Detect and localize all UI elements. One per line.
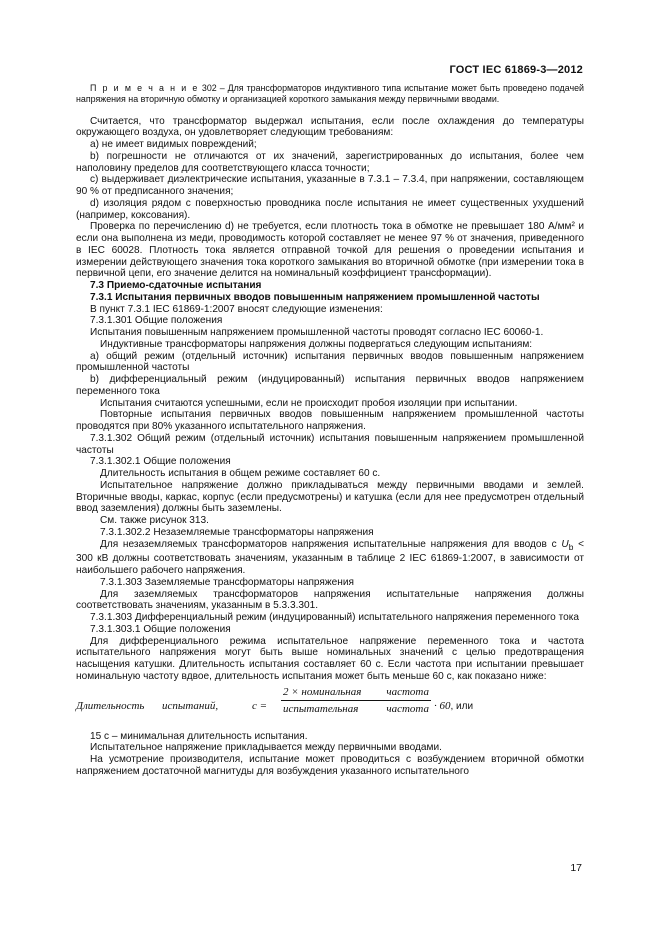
formula-tail xyxy=(434,701,473,713)
page-number: 17 xyxy=(570,862,582,874)
formula-denominator xyxy=(281,701,431,716)
paragraph: Длительность испытания в общем режиме составляет 60 с. xyxy=(100,468,381,480)
document-body xyxy=(76,83,584,778)
voltage-subscript: b xyxy=(568,541,574,552)
paragraph: Для дифференциального режима испытательное напряжение переменного тока и частота испытательного напряжения могут быть выше номинальных значений с целью предотвращения насыщения катушки. Длительность испытания составляет 60 с. Если частота при испытании превышает номинальную частоту вдвое, длительность испытания может быть меньше 60 с, как показано ниже: xyxy=(76,635,584,682)
denominator-right: частота xyxy=(386,703,429,716)
paragraph: Испытания считаются успешными, если не происходит пробоя изоляции при испытании. xyxy=(100,397,518,409)
formula-multiplier: · 60 xyxy=(434,699,451,712)
paragraph: На усмотрение производителя, испытание может проводиться с возбуждением вторичной обмотки напряжением достаточной магнитуды для возбуждения указанного испытательного xyxy=(76,754,584,777)
paragraph: Испытательное напряжение должно прикладываться между первичными вводами и землей. Вторичные вводы, каркас, корпус (если предусмотрены) и катушка (если для нее предусмотрен отдельный ввод заземления) должны быть заземлены. xyxy=(76,479,584,515)
clause-heading: 7.3.1.302.2 Незаземляемые трансформаторы напряжения xyxy=(100,526,374,538)
paragraph: Проверка по перечислению d) не требуется, если плотность тока в обмотке не превышает 180 А/мм² и если она выполнена из меди, проводимость которой составляет не менее 97 % от значения, приведенного в IEC 60028. Плотность тока является отправной точкой для решения о проведении испытания и измерении действующего значения тока короткого замыкания во вторичной обмотке (при измерении тока в первичной цепи, его значение делится на номинальный коэффициент трансформации). xyxy=(76,221,584,280)
paragraph: Испытательное напряжение прикладывается между первичными вводами. xyxy=(90,742,442,754)
list-item: b) дифференциальный режим (индуцированный) испытания первичных вводов напряжением переменного тока xyxy=(76,374,584,397)
denominator-left: испытательная xyxy=(283,703,359,716)
voltage-symbol: U xyxy=(561,538,569,550)
ungrounded-text-pre: Для незаземляемых трансформаторов напряжения испытательные напряжения для вводов с xyxy=(100,538,562,550)
note xyxy=(76,83,584,105)
formula-label-duration: Длительность xyxy=(76,699,145,712)
duration-formula xyxy=(76,687,584,727)
paragraph: В пункт 7.3.1 IEC 61869-1:2007 вносят следующие изменения: xyxy=(90,303,383,315)
clause-heading: 7.3.1.303 Заземляемые трансформаторы напряжения xyxy=(100,576,354,588)
list-item: d) изоляция рядом с поверхностью проводника после испытания не имеет существенных ухудшений (например, коксования). xyxy=(76,197,584,221)
list-item: c) выдерживает диэлектрические испытания, указанные в 7.3.1 – 7.3.4, при напряжении, составляющем 90 % от предписанного значения; xyxy=(76,174,584,198)
list-item: a) не имеет видимых повреждений; xyxy=(90,139,257,151)
formula-label-tests: испытаний, xyxy=(162,699,219,712)
document-header: ГОСТ IEC 61869-3—2012 xyxy=(449,64,583,76)
list-item: b) погрешности не отличаются от их значений, зарегистрированных до испытания, более чем наполовину пределов для соответствующего класса точности; xyxy=(76,150,584,174)
section-heading: 7.3 Приемо-сдаточные испытания xyxy=(90,280,262,292)
clause-heading: 7.3.1.303 Дифференциальный режим (индуцированный) испытательного напряжения переменного тока xyxy=(90,612,579,624)
paragraph: 15 с – минимальная длительность испытания. xyxy=(90,730,308,742)
paragraph: Повторные испытания первичных вводов повышенным напряжением промышленной частоты проводятся при 80% указанного испытательного напряжения. xyxy=(76,409,584,433)
clause-heading: 7.3.1.302 Общий режим (отдельный источник) испытания повышенным напряжением промышленной частоты xyxy=(76,432,584,456)
formula-fraction xyxy=(281,687,431,717)
paragraph: См. также рисунок 313. xyxy=(100,515,209,527)
note-text: 302 – Для трансформаторов индуктивного типа испытание может быть проведено подачей напряжения на вторичную обмотку и организацией короткого замыкания между первичными вводами. xyxy=(76,83,584,104)
paragraph: Индуктивные трансформаторы напряжения должны подвергаться следующим испытаниям: xyxy=(100,338,533,350)
paragraph-ungrounded xyxy=(76,539,584,577)
numerator-left: 2 × номинальная xyxy=(283,685,362,698)
numerator-right: частота xyxy=(386,685,429,698)
subsection-heading: 7.3.1 Испытания первичных вводов повышенным напряжением промышленной частоты xyxy=(90,291,540,303)
clause-heading: 7.3.1.303.1 Общие положения xyxy=(90,623,231,635)
formula-or: , или xyxy=(450,700,474,712)
note-label: П р и м е ч а н и е xyxy=(90,83,199,93)
formula-c-equals: c = xyxy=(252,699,268,712)
paragraph: Для заземляемых трансформаторов напряжения испытательные напряжения должны соответствовать значениям, указанным в 5.3.3.301. xyxy=(76,588,584,612)
list-item: a) общий режим (отдельный источник) испытания первичных вводов повышенным напряжением промышленной частоты xyxy=(76,350,584,374)
paragraph: Считается, что трансформатор выдержал испытания, если после охлаждения до температуры окружающего воздуха, он удовлетворяет следующим требованиям: xyxy=(76,115,584,139)
paragraph: Испытания повышенным напряжением промышленной частоты проводят согласно IEC 60060-1. xyxy=(90,327,544,339)
formula-numerator xyxy=(281,687,431,702)
clause-heading: 7.3.1.302.1 Общие положения xyxy=(90,456,231,468)
ungrounded-text-post: < 300 кВ должны соответствовать значениям, указанным в таблице 2 IEC 61869-1:2007, в зависимости от наибольшего рабочего напряжения. xyxy=(76,538,585,577)
clause-heading: 7.3.1.301 Общие положения xyxy=(90,315,223,327)
